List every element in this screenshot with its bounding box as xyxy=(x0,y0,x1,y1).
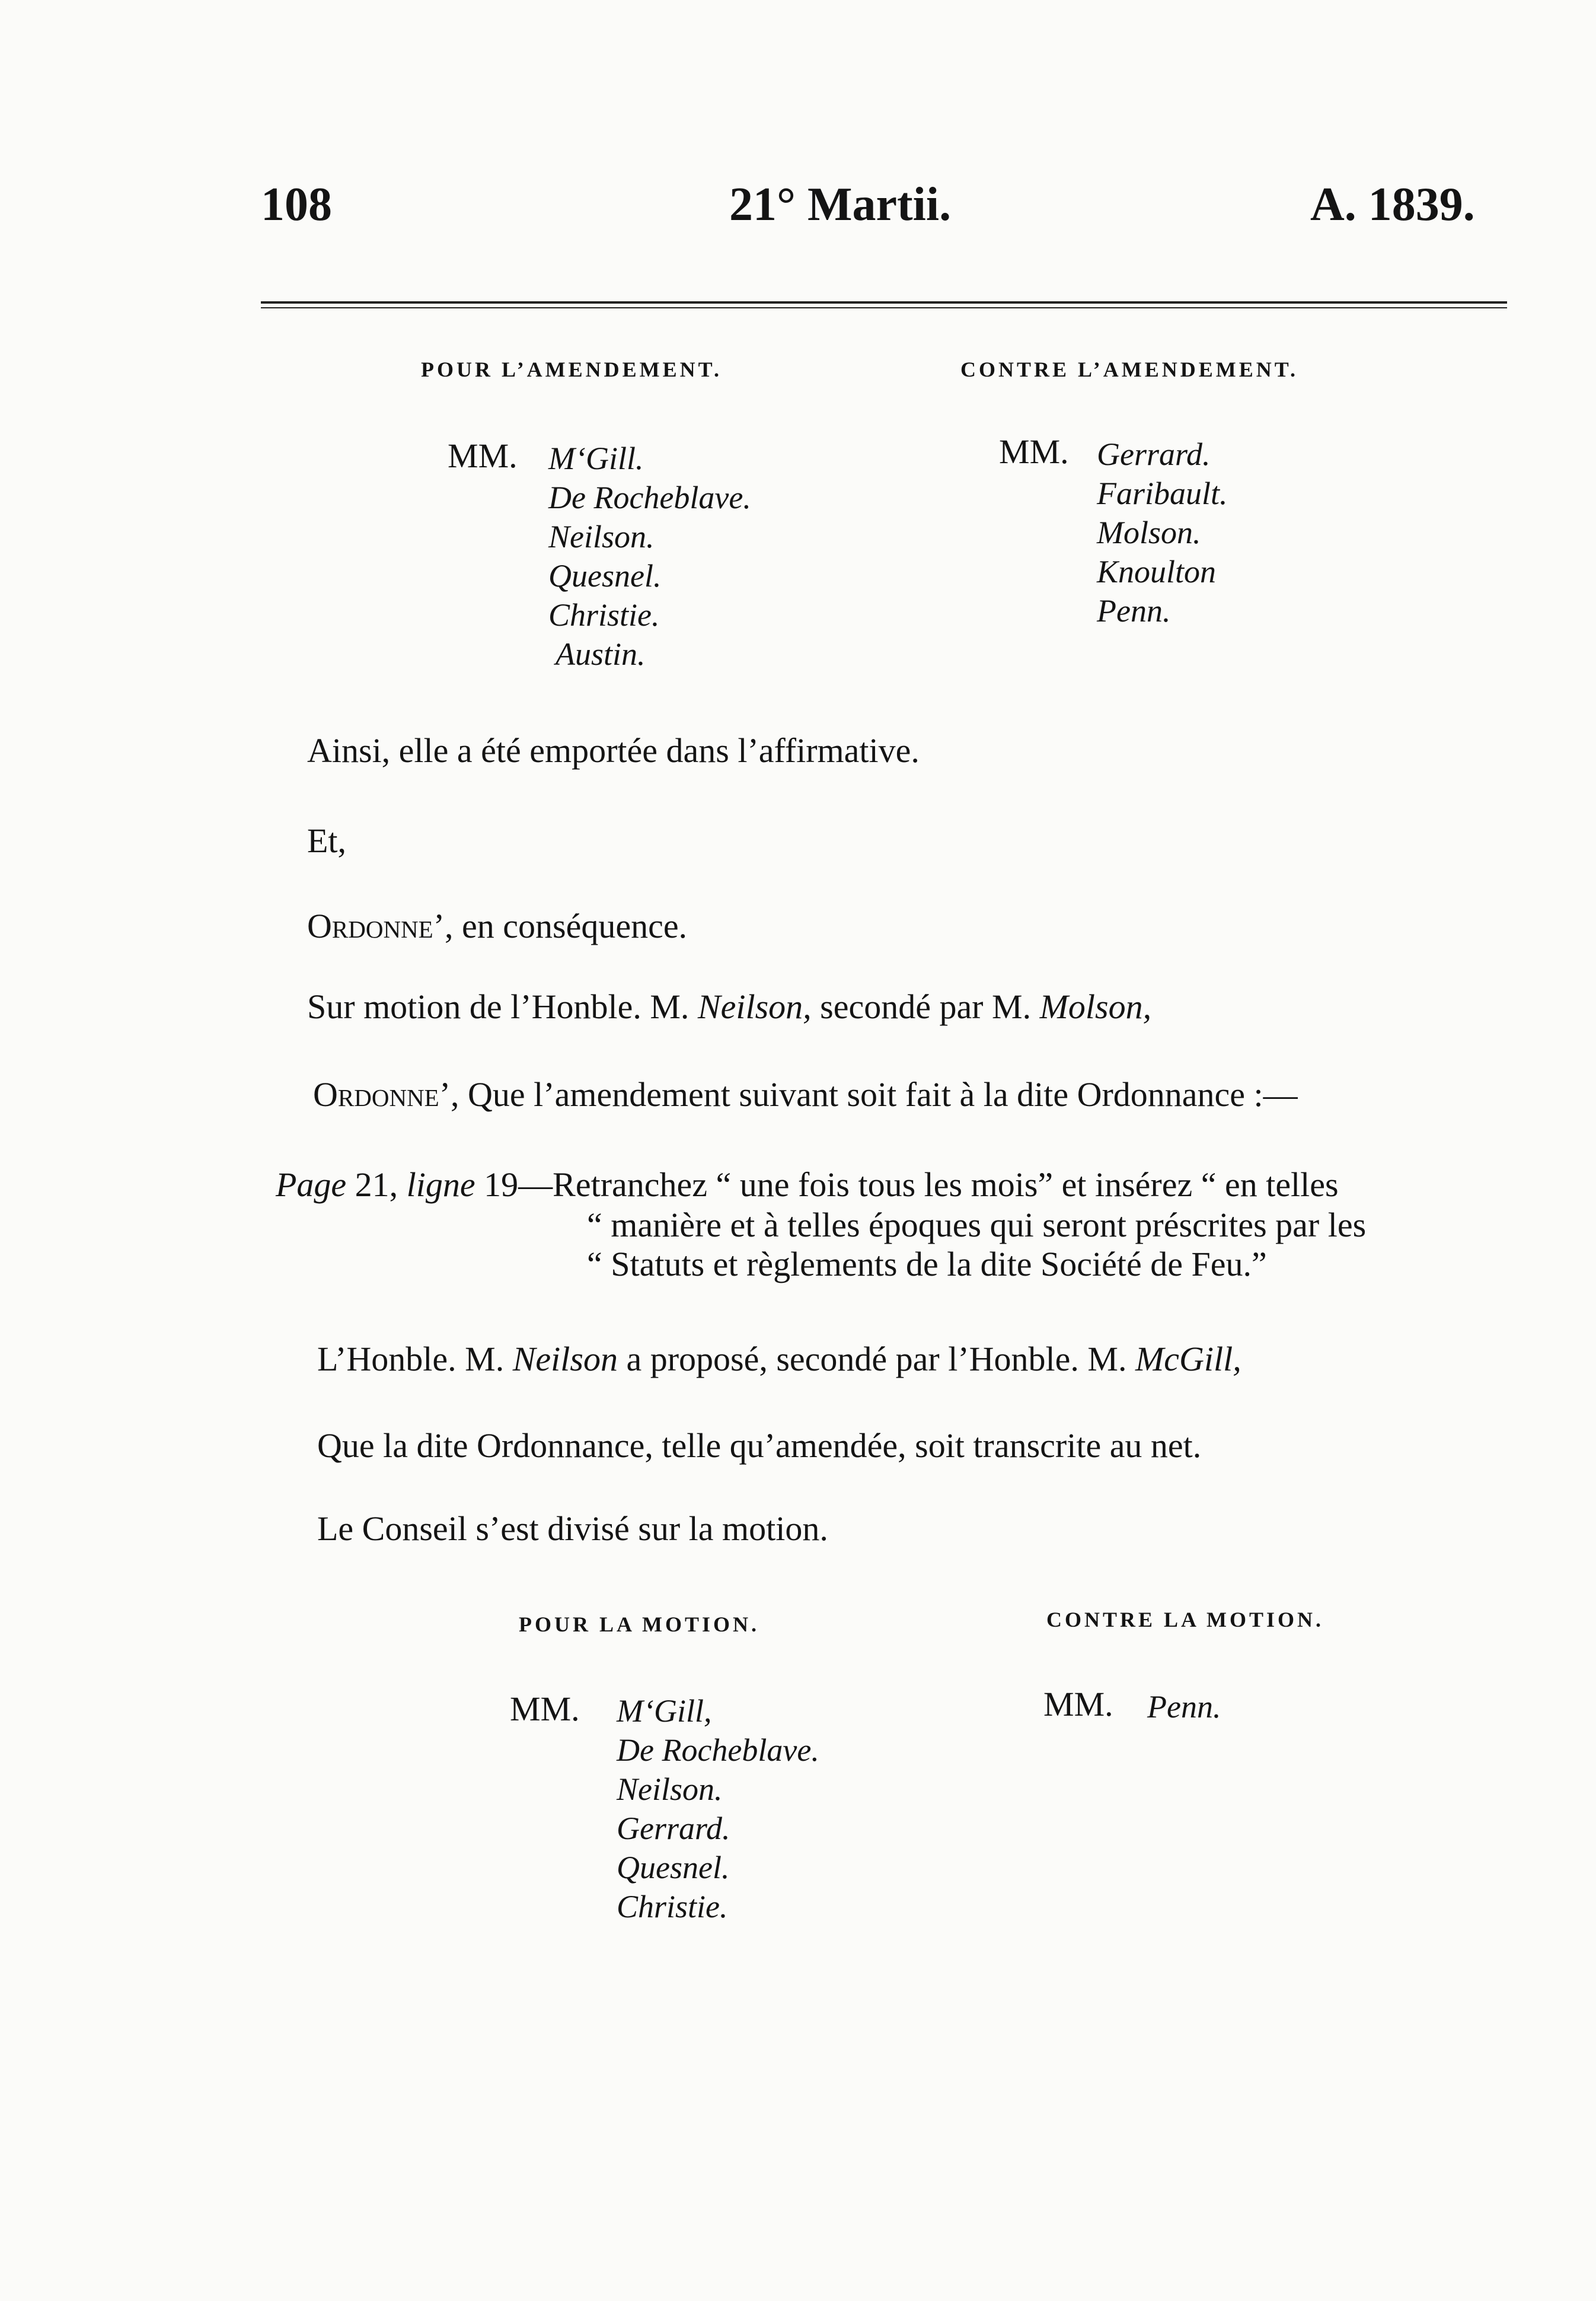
page-number: 108 xyxy=(261,179,332,231)
pour-amendement-names xyxy=(548,439,751,674)
proposal-text-a: L’Honble. M. xyxy=(317,1340,505,1378)
paragraph-division: Le Conseil s’est divisé sur la motion. xyxy=(317,1509,828,1548)
contre-motion-heading: CONTRE LA MOTION. xyxy=(1046,1608,1324,1631)
page-year: A. 1839. xyxy=(1310,179,1475,231)
pour-motion-mm: MM. xyxy=(510,1690,580,1728)
voter-name: Penn. xyxy=(1097,593,1171,629)
voter-name: Quesnel. xyxy=(548,558,662,594)
voter-name: Faribault. xyxy=(1097,476,1228,511)
amendment-line-1 xyxy=(276,1165,1339,1204)
paragraph-et: Et, xyxy=(307,821,347,860)
motion-mover: Neilson, xyxy=(697,987,812,1026)
header-rule-top xyxy=(261,301,1507,304)
proposal-text-b: a proposé, secondé par l’Honble. M. xyxy=(626,1340,1127,1378)
contre-amendement-mm: MM. xyxy=(999,432,1069,471)
voter-name: Christie. xyxy=(548,597,660,633)
amend-page-label: Page xyxy=(276,1165,347,1204)
voter-name: Penn. xyxy=(1147,1689,1221,1725)
pour-motion-names xyxy=(617,1691,819,1926)
pour-amendement-mm: MM. xyxy=(448,436,518,475)
amendment-line-3: “ Statuts et règlements de la dite Société de Feu.” xyxy=(587,1245,1267,1283)
contre-amendement-names xyxy=(1097,435,1228,630)
page-date: 21° Martii. xyxy=(729,179,952,231)
voter-name: Knoulton xyxy=(1097,554,1217,589)
ordonne-label: Ordonne’ xyxy=(313,1075,451,1114)
paragraph-ordonne-2 xyxy=(313,1075,1298,1114)
motion-seconder: Molson, xyxy=(1039,987,1152,1026)
motion-text-b: secondé par M. xyxy=(820,987,1032,1026)
paragraph-motion xyxy=(307,987,1151,1027)
contre-motion-mm: MM. xyxy=(1043,1685,1113,1723)
voter-name: Neilson. xyxy=(617,1771,723,1807)
contre-amendement-heading: CONTRE L’AMENDEMENT. xyxy=(960,358,1299,381)
header-rule-bottom xyxy=(261,307,1507,308)
amendment-line-2: “ manière et à telles époques qui seront préscrites par les xyxy=(587,1206,1367,1244)
voter-name: De Rocheblave. xyxy=(548,480,751,515)
paragraph-result: Ainsi, elle a été emportée dans l’affirmative. xyxy=(307,731,920,770)
proposal-mover: Neilson xyxy=(512,1340,618,1378)
voter-name: Christie. xyxy=(617,1889,728,1924)
voter-name: De Rocheblave. xyxy=(617,1732,819,1768)
paragraph-ordonne-1 xyxy=(307,906,687,946)
voter-name: Gerrard. xyxy=(617,1811,730,1846)
motion-text-a: Sur motion de l’Honble. M. xyxy=(307,987,690,1026)
pour-amendement-heading: POUR L’AMENDEMENT. xyxy=(421,358,723,381)
amend-page-num: 21, xyxy=(355,1165,398,1204)
voter-name: Austin. xyxy=(556,636,646,672)
amend-line-num: 19 xyxy=(484,1165,519,1204)
amend-text-1: —Retranchez “ une fois tous les mois” et insérez “ en telles xyxy=(518,1165,1339,1204)
voter-name: M‘Gill. xyxy=(548,441,644,476)
voter-name: Neilson. xyxy=(548,519,655,554)
voter-name: M‘Gill, xyxy=(617,1693,712,1729)
contre-motion-names xyxy=(1147,1687,1221,1726)
pour-motion-heading: POUR LA MOTION. xyxy=(519,1612,760,1636)
amend-line-label: ligne xyxy=(406,1165,475,1204)
proposal-seconder: McGill, xyxy=(1135,1340,1241,1378)
ordonne-label: Ordonne’ xyxy=(307,907,445,945)
ordonne-text: , en conséquence. xyxy=(445,907,688,945)
voter-name: Molson. xyxy=(1097,515,1201,550)
paragraph-proposal xyxy=(317,1339,1241,1379)
voter-name: Quesnel. xyxy=(617,1850,730,1885)
paragraph-transcription: Que la dite Ordonnance, telle qu’amendée, soit transcrite au net. xyxy=(317,1426,1202,1465)
voter-name: Gerrard. xyxy=(1097,436,1211,472)
ordonne-text: , Que l’amendement suivant soit fait à la dite Ordonnance :— xyxy=(451,1075,1298,1114)
